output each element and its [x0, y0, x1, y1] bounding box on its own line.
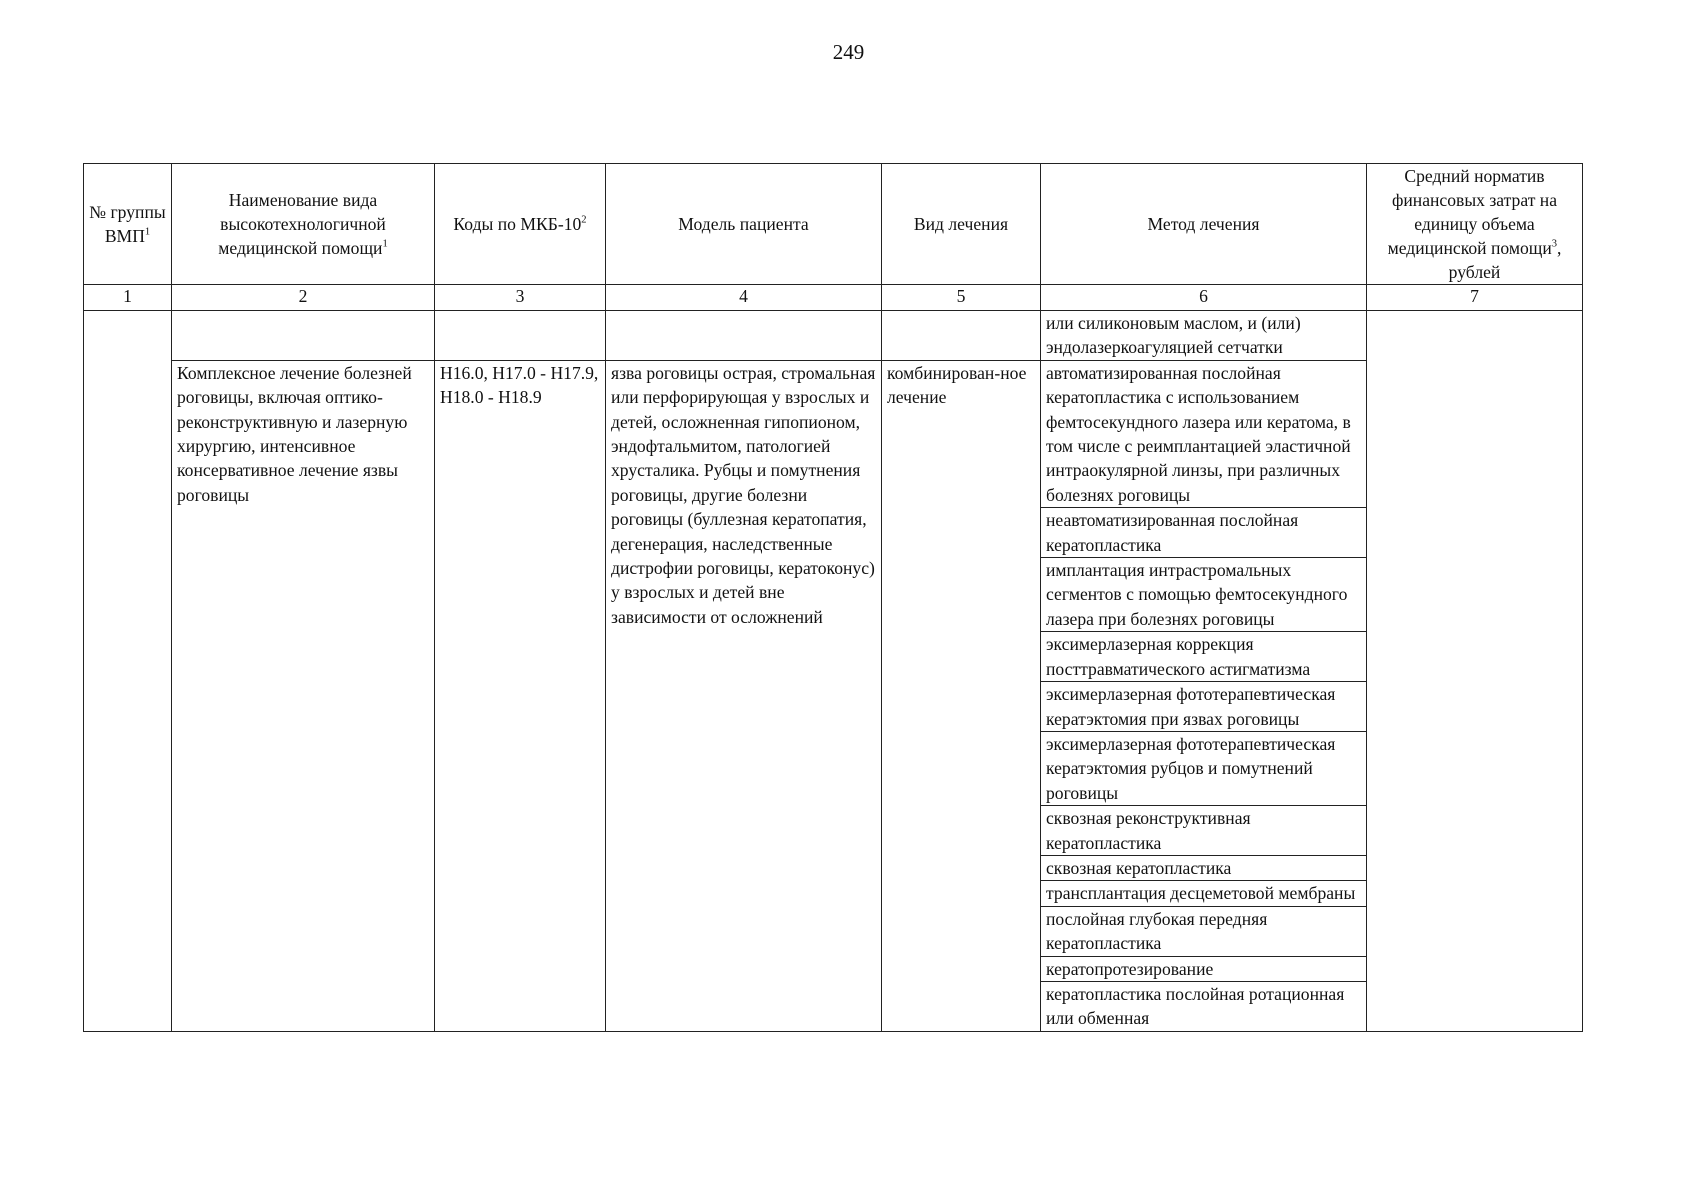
- page-number: 249: [832, 40, 865, 64]
- continued-codes-cell: [435, 311, 606, 361]
- method-item: кератопластика послойная ротационная или обменная: [1046, 983, 1345, 1029]
- column-numbers-row: [84, 285, 1583, 311]
- header-icd-codes: Коды по МКБ-$10^2$: [435, 164, 606, 285]
- column-number: 7: [1367, 285, 1583, 311]
- continued-method-cell: или силиконовым маслом, и (или) эндолазеркоагуляцией сетчатки: [1041, 311, 1367, 361]
- column-number: 5: [882, 285, 1041, 311]
- group-number-cell: [84, 311, 172, 1032]
- treatment-methods-cell: [1041, 360, 1367, 1031]
- column-number: 4: [606, 285, 882, 311]
- continued-model-cell: [606, 311, 882, 361]
- header-row: [84, 164, 1583, 285]
- average-cost-cell: [1367, 311, 1583, 1032]
- column-number: 1: [84, 285, 172, 311]
- method-item: кератопротезирование: [1041, 957, 1366, 982]
- continued-row: [84, 311, 1583, 361]
- header-patient-model: Модель пациента: [606, 164, 882, 285]
- method-item: трансплантация десцеметовой мембраны: [1041, 881, 1366, 906]
- header-treatment-type: Вид лечения: [882, 164, 1041, 285]
- vmp-table: [83, 163, 1583, 1032]
- continued-type-cell: [882, 311, 1041, 361]
- header-group-number: № группы ВМП$^1$: [84, 164, 172, 285]
- column-number: 6: [1041, 285, 1367, 311]
- treatment-type-cell: комбинирован-ное лечение: [882, 360, 1041, 1031]
- patient-model-cell: язва роговицы острая, стромальная или перфорирующая у взрослых и детей, осложненная гипопионом, эндофтальмитом, патологией хрусталика. Рубцы и помутнения роговицы, другие болезни роговицы (буллезная кератопатия, дегенерация, наследственные дистрофии роговицы, кератоконус) у взрослых и детей вне зависимости от осложнений: [606, 360, 882, 1031]
- table-row: [84, 360, 1583, 1031]
- continued-name-cell: [172, 311, 435, 361]
- method-item: эксимерлазерная коррекция посттравматического астигматизма: [1041, 632, 1366, 682]
- method-item: имплантация интрастромальных сегментов с помощью фемтосекундного лазера при болезнях роговицы: [1041, 558, 1366, 632]
- header-care-type-name: Наименование вида высокотехнологичной медицинской помощи$^1$: [172, 164, 435, 285]
- header-average-cost: Средний норматив финансовых затрат на единицу объема медицинской помощи$^3$, рублей: [1367, 164, 1583, 285]
- method-item: сквозная кератопластика: [1041, 856, 1366, 881]
- column-number: 2: [172, 285, 435, 311]
- header-treatment-method: Метод лечения: [1041, 164, 1367, 285]
- care-type-name-cell: Комплексное лечение болезней роговицы, включая оптико-реконструктивную и лазерную хирургию, интенсивное консервативное лечение язвы роговицы: [172, 360, 435, 1031]
- method-item: неавтоматизированная послойная кератопластика: [1041, 508, 1366, 558]
- method-item: автоматизированная послойная кератопластика с использованием фемтосекундного лазера или кератома, в том числе с реимплантацией эластичной интраокулярной линзы, при различных болезнях роговицы: [1041, 361, 1366, 508]
- method-item: послойная глубокая передняя кератопластика: [1041, 907, 1366, 957]
- method-item: эксимерлазерная фототерапевтическая кератэктомия при язвах роговицы: [1041, 682, 1366, 732]
- method-item: сквозная реконструктивная кератопластика: [1041, 806, 1366, 856]
- icd-codes-cell: H16.0, H17.0 - H17.9, H18.0 - H18.9: [435, 360, 606, 1031]
- method-item: эксимерлазерная фототерапевтическая кератэктомия рубцов и помутнений роговицы: [1041, 732, 1366, 806]
- column-number: 3: [435, 285, 606, 311]
